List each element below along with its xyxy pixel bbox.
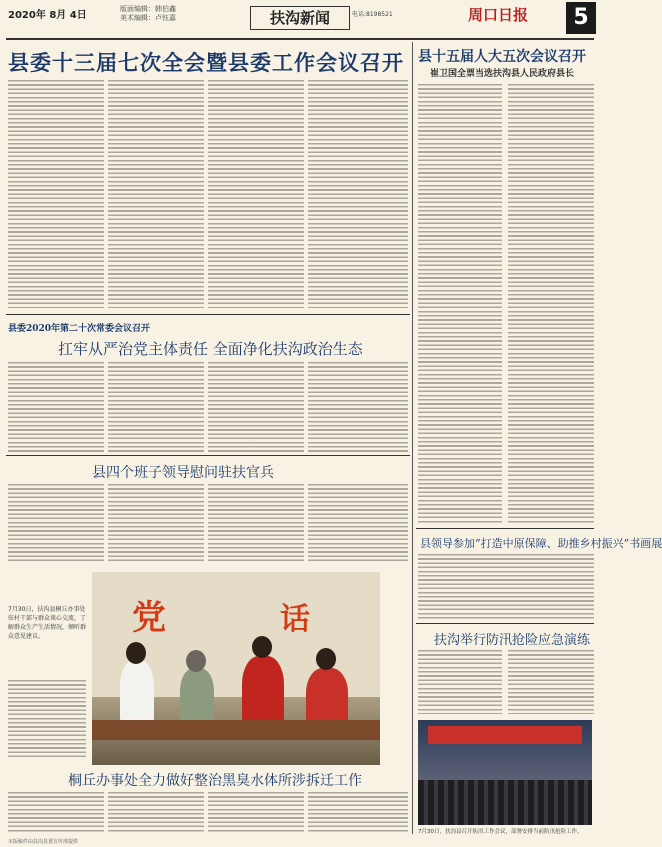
photo-person-1-head: [126, 642, 146, 664]
page-footer: 本版稿件由扶沟县委宣传部提供: [8, 839, 79, 845]
congress-headline: 县十五届人大五次会议召开: [418, 49, 586, 65]
standing-headline: 扛牢从严治党主体责任 全面净化扶沟政治生态: [58, 340, 363, 358]
teams-body-col4: [308, 484, 408, 564]
masthead: [0, 0, 600, 40]
meeting-audience: [418, 780, 592, 825]
photo-side-text: [8, 680, 86, 760]
section-title: 扶沟新闻: [250, 6, 350, 30]
photo-person-2: [180, 668, 214, 726]
hotline: 电话:8198521: [352, 11, 393, 18]
meeting-photo: [418, 720, 592, 825]
meeting-photo-caption: 7月30日，扶沟县召开防汛工作会议，部署安排当前防汛抢险工作。: [418, 829, 583, 835]
teams-body-col3: [208, 484, 304, 564]
photo-person-1: [120, 660, 154, 724]
congress-subhead: 崔卫国全票当选扶沟县人民政府县长: [430, 69, 575, 79]
relocation-body-col4: [308, 792, 408, 834]
standing-bottom-rule: [6, 455, 410, 456]
congress-bottom-rule: [416, 528, 594, 529]
paper-logo: 周口日报: [468, 6, 529, 24]
meeting-stage-banner: [428, 726, 582, 744]
standing-kicker: 县委2020年第二十次常委会议召开: [8, 324, 151, 334]
lead-bottom-rule: [6, 314, 410, 315]
wall-character-dang: 党: [132, 598, 166, 638]
photo-bench: [92, 720, 380, 740]
lead-body-col1: [8, 80, 104, 308]
standing-body-col4: [308, 362, 408, 452]
relocation-body-col1: [8, 792, 104, 834]
news-photo: [92, 572, 380, 765]
column-divider: [412, 42, 413, 834]
relocation-headline: 桐丘办事处全力做好整治黑臭水体所涉拆迁工作: [68, 773, 362, 789]
lead-body-col2: [108, 80, 204, 308]
drill-body-col2: [508, 650, 594, 714]
standing-body-col2: [108, 362, 204, 452]
page-number: 5: [566, 2, 596, 34]
art-editor: 美术编辑：卢钰嘉: [120, 14, 176, 22]
campaign-bottom-rule: [416, 623, 594, 624]
lead-headline: 县委十三届七次全会暨县委工作会议召开: [8, 50, 404, 75]
wall-character-hua: 话: [280, 602, 310, 637]
relocation-body-col2: [108, 792, 204, 834]
masthead-rule: [6, 38, 594, 40]
teams-body-col1: [8, 484, 104, 564]
congress-body-col2: [508, 84, 594, 524]
drill-body-col1: [418, 650, 502, 714]
page-editor: 版面编辑：韩伯鑫: [120, 5, 176, 13]
standing-body-col3: [208, 362, 304, 452]
lead-body-col3: [208, 80, 304, 308]
issue-date: 2020年 8月 4日: [8, 10, 87, 21]
campaign-headline: 县领导参加“打造中原保障、助推乡村振兴”书画展: [420, 537, 662, 550]
relocation-body-col3: [208, 792, 304, 834]
photo-person-3: [242, 656, 284, 726]
standing-body-col1: [8, 362, 104, 452]
teams-body-col2: [108, 484, 204, 564]
drill-headline: 扶沟举行防汛抢险应急演练: [434, 633, 591, 648]
teams-headline: 县四个班子领导慰问驻扶官兵: [92, 465, 274, 481]
photo-person-3-head: [252, 636, 272, 658]
campaign-body: [418, 554, 594, 620]
photo-person-4-head: [316, 648, 336, 670]
congress-body-col1: [418, 84, 502, 524]
photo-caption: 7月30日，扶沟县桐丘办事处驻村干部与群众谈心交流，了解群众生产生活情况，倾听群众意见建议。: [8, 606, 87, 640]
lead-body-col4: [308, 80, 408, 308]
photo-person-2-head: [186, 650, 206, 672]
